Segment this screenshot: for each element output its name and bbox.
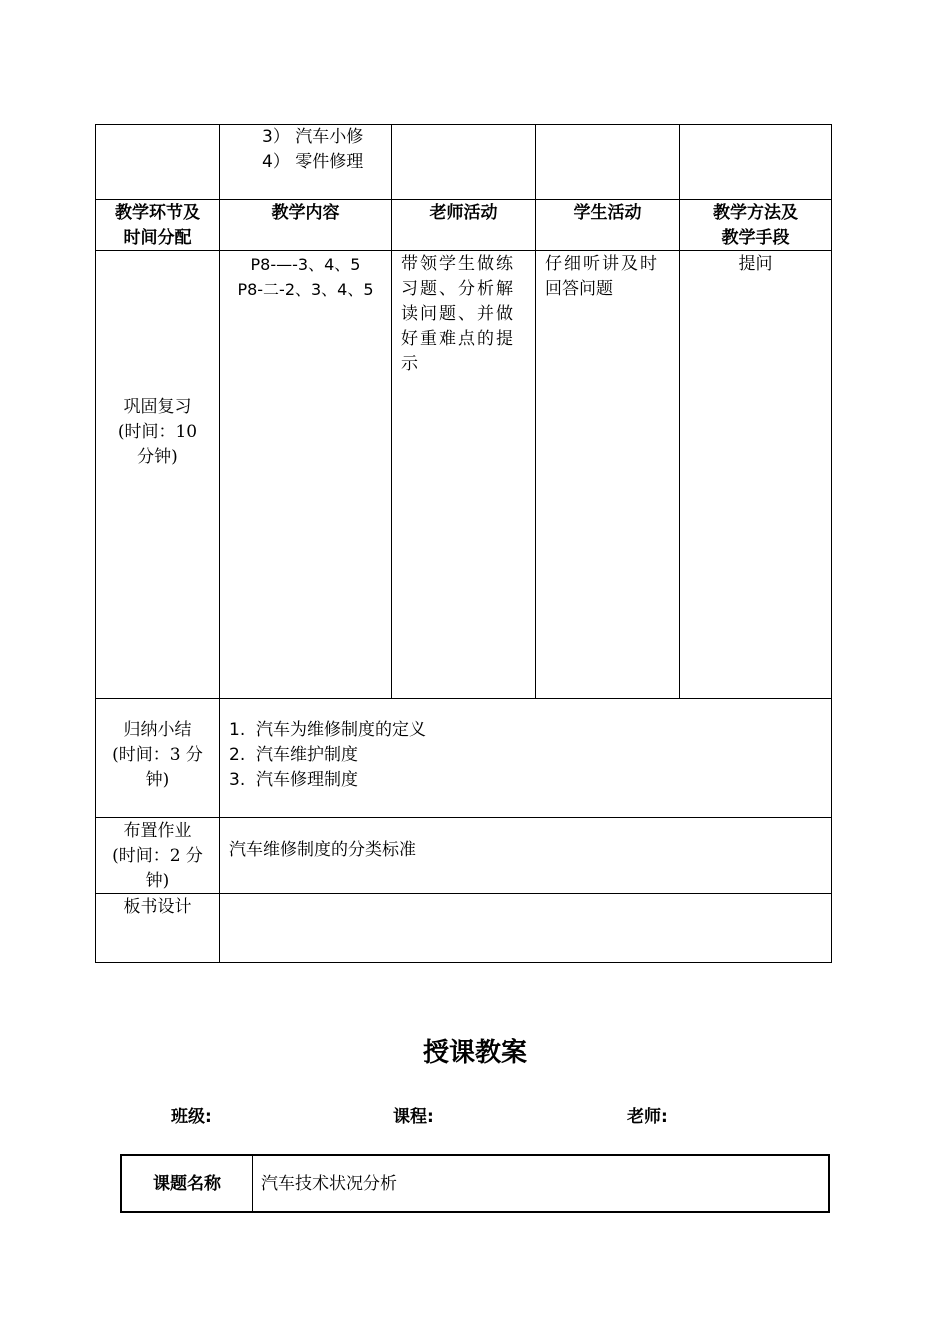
header-method-line1: 教学方法及 [713, 203, 798, 223]
homework-label-line3: 钟) [145, 871, 170, 891]
homework-label-line1: 布置作业 [123, 821, 192, 841]
review-content-line1: P8-—-3、4、5 [250, 255, 361, 274]
table1-border-bottom [95, 962, 832, 963]
header-stage-line1: 教学环节及 [115, 203, 200, 223]
review-teacher-line: 习题、分析解 [401, 279, 515, 299]
topic-label: 课题名称 [153, 1174, 221, 1194]
review-teacher-line: 读问题、并做 [401, 304, 515, 324]
content-item-3: 3） 汽车小修 [262, 127, 364, 147]
review-teacher-line: 好重难点的提 [401, 329, 515, 349]
review-method: 提问 [738, 254, 773, 274]
table1-rule-header-top [95, 199, 832, 200]
summary-item: 1. 汽车为维修制度的定义 [229, 720, 427, 740]
summary-label-line2: (时间：3 分 [112, 745, 203, 765]
header-stage-line2: 时间分配 [123, 228, 192, 248]
header-student-activity: 学生活动 [573, 203, 642, 223]
topic-value: 汽车技术状况分析 [261, 1174, 397, 1194]
teacher-label: 老师: [627, 1107, 668, 1127]
course-label: 课程: [393, 1107, 434, 1127]
summary-item: 2. 汽车维护制度 [229, 745, 359, 765]
summary-item: 3. 汽车修理制度 [229, 770, 359, 790]
review-student-line: 仔细听讲及时 [545, 254, 659, 274]
page-title: 授课教案 [422, 1038, 527, 1068]
review-label-line3: 分钟) [137, 447, 178, 467]
table1-rule-col1 [219, 124, 220, 963]
homework-content: 汽车维修制度的分类标准 [229, 840, 416, 860]
table1-border-right [831, 124, 832, 963]
class-label: 班级: [171, 1107, 212, 1127]
topic-table-divider [252, 1154, 253, 1213]
review-label-line2: (时间：10 [117, 422, 198, 442]
summary-label-line3: 钟) [145, 770, 170, 790]
review-student-line: 回答问题 [545, 279, 613, 299]
homework-label-line2: (时间：2 分 [112, 846, 203, 866]
header-teacher-activity: 老师活动 [429, 203, 498, 223]
header-content: 教学内容 [271, 203, 340, 223]
topic-table-border-top [120, 1154, 830, 1156]
review-content-line2: P8-二-2、3、4、5 [237, 280, 374, 299]
review-teacher-line: 示 [401, 354, 418, 374]
board-design-label: 板书设计 [123, 897, 192, 917]
table1-border-top [95, 124, 832, 125]
table1-rule-review-bottom [95, 698, 832, 699]
table1-rule-summary-bottom [95, 817, 832, 818]
header-method-line2: 教学手段 [721, 228, 790, 248]
review-teacher-line: 带领学生做练 [401, 254, 515, 274]
content-item-4: 4） 零件修理 [262, 152, 364, 172]
summary-label-line1: 归纳小结 [123, 720, 192, 740]
review-label-line1: 巩固复习 [123, 397, 192, 417]
topic-table-border-bottom [120, 1211, 830, 1213]
topic-table-border-right [828, 1154, 830, 1213]
